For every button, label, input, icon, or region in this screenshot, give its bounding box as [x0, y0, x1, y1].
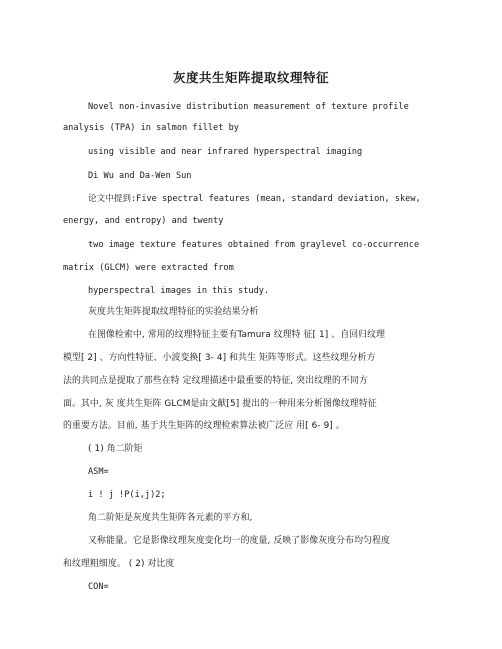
document-title: 灰度共生矩阵提取纹理特征 [172, 70, 329, 85]
text-line: hyperspectral images in this study. [88, 286, 270, 296]
text-line: 又称能量。它是影像纹理灰度变化均一的度量, 反映了影像灰度分布均匀程度 [88, 536, 391, 546]
text-line: 论文中提到:Five spectral features (mean, standard deviation, skew, [88, 194, 421, 204]
text-line: energy, and entropy) and twenty [63, 216, 224, 226]
text-line: CON= [88, 582, 109, 592]
text-line: i ! j !P(i,j)2; [88, 490, 166, 500]
text-line: 面。其中, 灰 度共生矩阵 GLCM是由文献[5] 提出的一种用来分析图像纹理特征 [63, 399, 377, 409]
text-line: 角二阶矩是灰度共生矩阵各元素的平方和, [88, 513, 253, 523]
text-line: 的重要方法。目前, 基于共生矩阵的纹理检索算法被广泛应 用[ 6- 9] 。 [63, 421, 345, 431]
text-line: matrix (GLCM) were extracted from [63, 263, 234, 273]
text-line: using visible and near infrared hyperspectral imaging [88, 147, 363, 157]
text-line: two image texture features obtained from graylevel co-occurrence [88, 240, 420, 250]
text-line: Novel non-invasive distribution measurement of texture profile [88, 102, 409, 112]
text-line: 在图像检索中, 常用的纹理特征主要有Tamura 纹理特 征[ 1] 、自回归纹理 [88, 330, 386, 340]
text-line: 和纹理粗细度。 ( 2) 对比度 [63, 559, 175, 569]
text-line: ASM= [88, 467, 109, 477]
text-line: Di Wu and Da-Wen Sun [88, 171, 192, 181]
text-line: 法的共同点是提取了那些在特 定纹理描述中最重要的特征, 突出纹理的不同方 [63, 376, 368, 386]
text-line: analysis (TPA) in salmon fillet by [63, 123, 239, 133]
text-line: 灰度共生矩阵提取纹理特征的实验结果分析 [88, 307, 259, 317]
text-line: 模型[ 2] 、方向性特征、小波变换[ 3- 4] 和共生 矩阵等形式。这些纹理分析方 [63, 353, 376, 363]
text-line: ( 1) 角二阶矩 [88, 444, 143, 454]
